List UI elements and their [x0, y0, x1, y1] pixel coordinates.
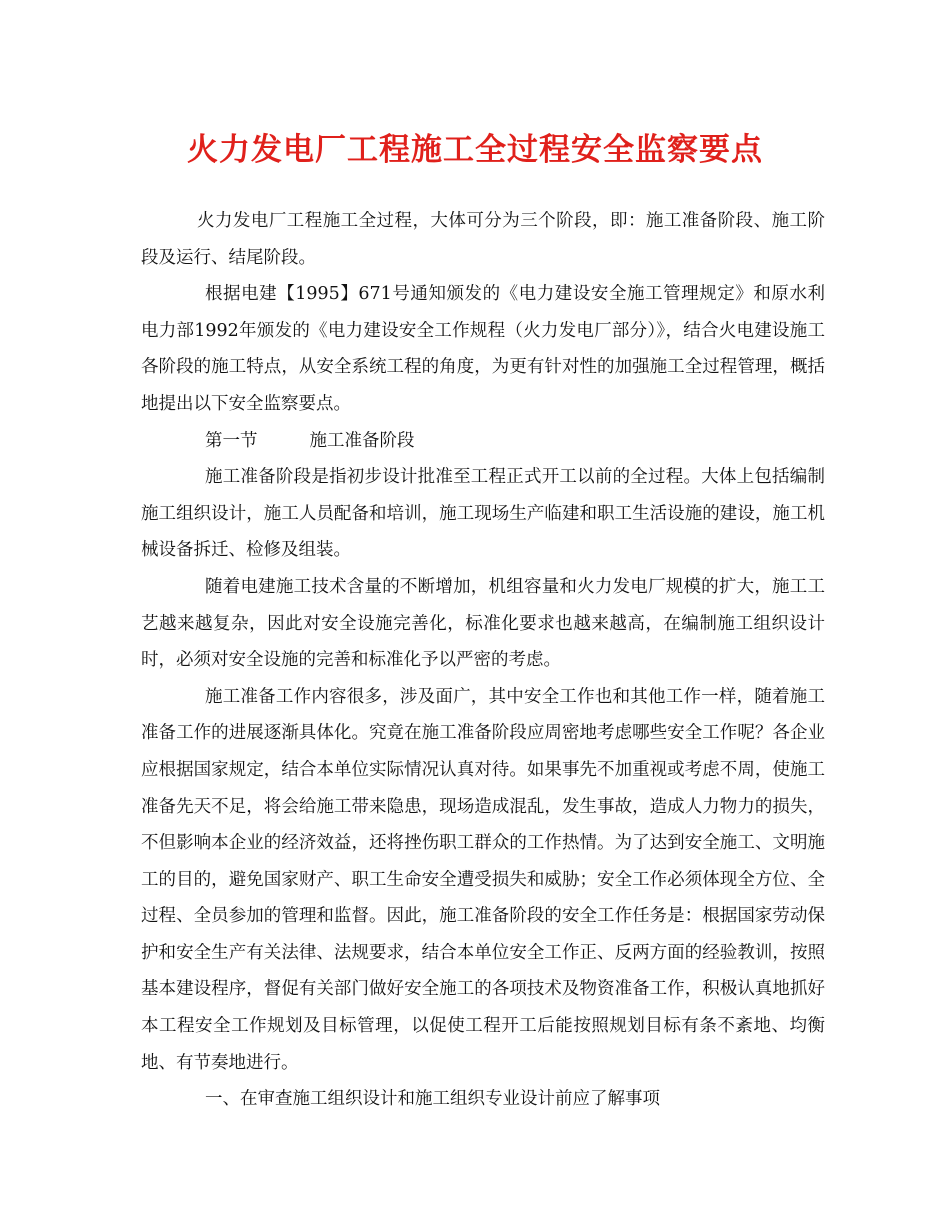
- document-title: 火力发电厂工程施工全过程安全监察要点: [187, 132, 763, 168]
- section-number: 第一节: [205, 430, 258, 451]
- document-body: [141, 203, 825, 1118]
- subsection-heading: 一、在审查施工组织设计和施工组织专业设计前应了解事项: [205, 1089, 660, 1110]
- section-heading: [141, 423, 825, 460]
- intro-paragraph: 火力发电厂工程施工全过程，大体可分为三个阶段，即：施工准备阶段、施工阶段及运行、结尾阶段。: [141, 211, 825, 268]
- section-paragraph: 施工准备阶段是指初步设计批准至工程正式开工以前的全过程。大体上包括编制施工组织设计，施工人员配备和培训，施工现场生产临建和职工生活设施的建设，施工机械设备拆迁、检修及组装。: [141, 467, 825, 561]
- section-paragraph: 随着电建施工技术含量的不断增加，机组容量和火力发电厂规模的扩大，施工工艺越来越复杂，因此对安全设施完善化，标准化要求也越来越高，在编制施工组织设计时，必须对安全设施的完善和标准化予以严密的考虑。: [141, 576, 825, 671]
- section-name: 施工准备阶段: [309, 430, 415, 451]
- basis-paragraph: 根据电建【1995】671号通知颁发的《电力建设安全施工管理规定》和原水利电力部1992年颁发的《电力建设安全工作规程（火力发电厂部分）》，结合火电建设施工各阶段的施工特点，从安全系统工程的角度，为更有针对性的加强施工全过程管理，概括地提出以下安全监察要点。: [141, 284, 825, 414]
- section-paragraph: 施工准备工作内容很多，涉及面广，其中安全工作也和其他工作一样，随着施工准备工作的进展逐渐具体化。究竟在施工准备阶段应周密地考虑哪些安全工作呢？各企业应根据国家规定，结合本单位实际情况认真对待。如果事先不加重视或考虑不周，使施工准备先天不足，将会给施工带来隐患，现场造成混乱，发生事故，造成人力物力的损失，不但影响本企业的经济效益，还将挫伤职工群众的工作热情。为了达到安全施工、文明施工的目的，避免国家财产、职工生命安全遭受损失和威胁；安全工作必须体现全方位、全过程、全员参加的管理和监督。因此，施工准备阶段的安全工作任务是：根据国家劳动保护和安全生产有关法律、法规要求，结合本单位安全工作正、反两方面的经验教训，按照基本建设程序，督促有关部门做好安全施工的各项技术及物资准备工作，积极认真地抓好本工程安全工作规划及目标管理，以促使工程开工后能按照规划目标有条不紊地、均衡地、有节奏地进行。: [141, 686, 825, 1073]
